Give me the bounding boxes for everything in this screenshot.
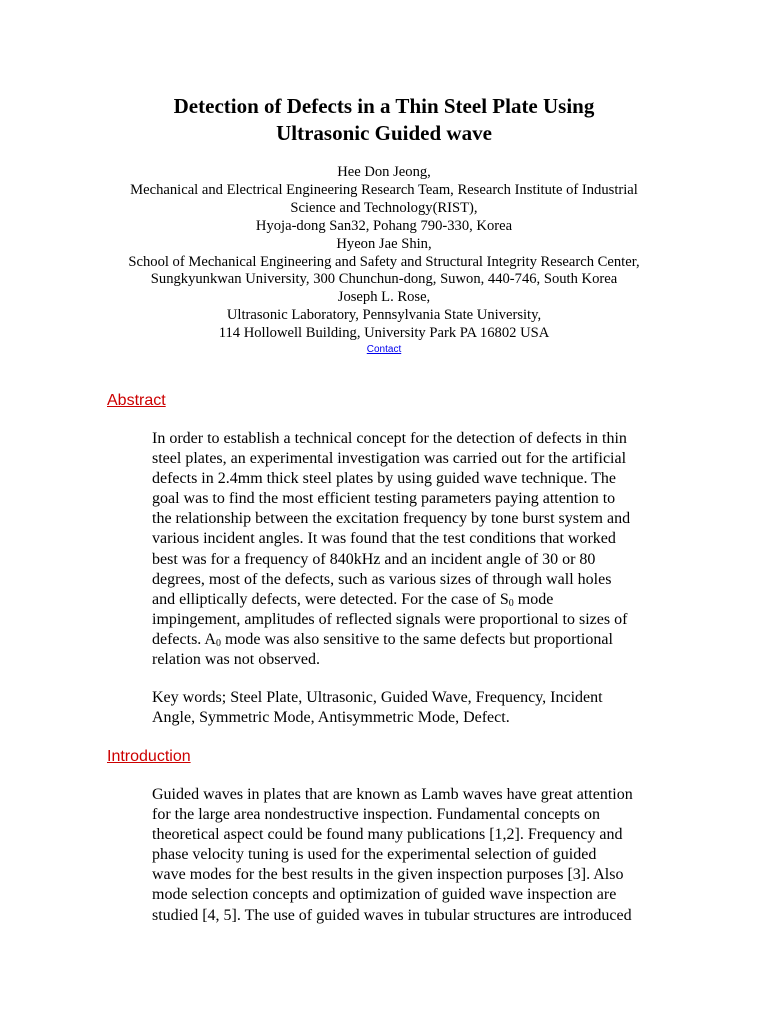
- introduction-line: phase velocity tuning is used for the experimental selection of guided: [152, 846, 597, 864]
- subscript-zero: 0: [215, 637, 221, 649]
- author-affiliation: School of Mechanical Engineering and Safety and Structural Integrity Research Center,: [128, 253, 640, 270]
- abstract-line: best was for a frequency of 840kHz and an incident angle of 30 or 80: [152, 550, 596, 568]
- abstract-line: goal was to find the most efficient testing parameters paying attention to: [152, 490, 616, 508]
- abstract-line: various incident angles. It was found that the test conditions that worked: [152, 530, 616, 548]
- author-name: Hyeon Jae Shin,: [336, 235, 432, 252]
- contact-link[interactable]: Contact: [366, 344, 402, 356]
- introduction-paragraph: [152, 785, 664, 926]
- subscript-zero: 0: [508, 597, 514, 609]
- author-name: Hee Don Jeong,: [337, 164, 431, 180]
- keywords-line: Key words; Steel Plate, Ultrasonic, Guided Wave, Frequency, Incident: [152, 689, 603, 706]
- introduction-line: mode selection concepts and optimization of guided wave inspection are: [152, 886, 617, 904]
- introduction-line: wave modes for the best results in the given inspection purposes [3]. Also: [152, 866, 624, 884]
- introduction-line: for the large area nondestructive inspection. Fundamental concepts on: [152, 806, 600, 824]
- keywords-line: Angle, Symmetric Mode, Antisymmetric Mode, Defect.: [152, 709, 510, 727]
- abstract-line: In order to establish a technical concept for the detection of defects in thin: [152, 430, 627, 447]
- introduction-heading: Introduction: [107, 748, 191, 765]
- author-name: Joseph L. Rose,: [337, 289, 431, 306]
- abstract-line: [152, 590, 664, 610]
- paper-title: [84, 93, 684, 147]
- abstract-line: steel plates, an experimental investigation was carried out for the artificial: [152, 450, 627, 468]
- author-address: Sungkyunkwan University, 300 Chunchun-dong, Suwon, 440-746, South Korea: [150, 271, 618, 288]
- author-affiliation: Mechanical and Electrical Engineering Research Team, Research Institute of Industrial: [130, 181, 638, 198]
- abstract-line: relation was not observed.: [152, 651, 320, 669]
- abstract-line: defects in 2.4mm thick steel plates by using guided wave technique. The: [152, 470, 617, 488]
- abstract-text: and elliptically defects, were detected. For the case of S: [152, 590, 509, 608]
- abstract-line: impingement, amplitudes of reflected signals were proportional to sizes of: [152, 610, 628, 628]
- introduction-line: theoretical aspect could be found many publications [1,2]. Frequency and: [152, 826, 623, 844]
- author-affiliation: Ultrasonic Laboratory, Pennsylvania State University,: [226, 307, 542, 324]
- author-address: 114 Hollowell Building, University Park PA 16802 USA: [218, 325, 550, 342]
- introduction-line: studied [4, 5]. The use of guided waves in tubular structures are introduced: [152, 906, 632, 924]
- author-address: Hyoja-dong San32, Pohang 790-330, Korea: [255, 217, 513, 234]
- abstract-heading: Abstract: [107, 392, 166, 409]
- author-block: [84, 164, 684, 357]
- abstract-text: defects. A: [152, 630, 216, 648]
- abstract-line: [152, 630, 664, 650]
- introduction-line: Guided waves in plates that are known as Lamb waves have great attention: [152, 786, 633, 803]
- abstract-paragraph: [152, 429, 664, 670]
- abstract-text: mode: [513, 590, 554, 608]
- abstract-line: degrees, most of the defects, such as various sizes of through wall holes: [152, 570, 612, 588]
- abstract-text: mode was also sensitive to the same defects but proportional: [220, 630, 613, 648]
- title-line-2: Ultrasonic Guided wave: [276, 121, 492, 145]
- title-line-1: Detection of Defects in a Thin Steel Plate Using: [173, 94, 595, 118]
- author-affiliation: Science and Technology(RIST),: [290, 199, 478, 216]
- abstract-line: the relationship between the excitation frequency by tone burst system and: [152, 510, 631, 528]
- keywords-paragraph: [152, 688, 664, 728]
